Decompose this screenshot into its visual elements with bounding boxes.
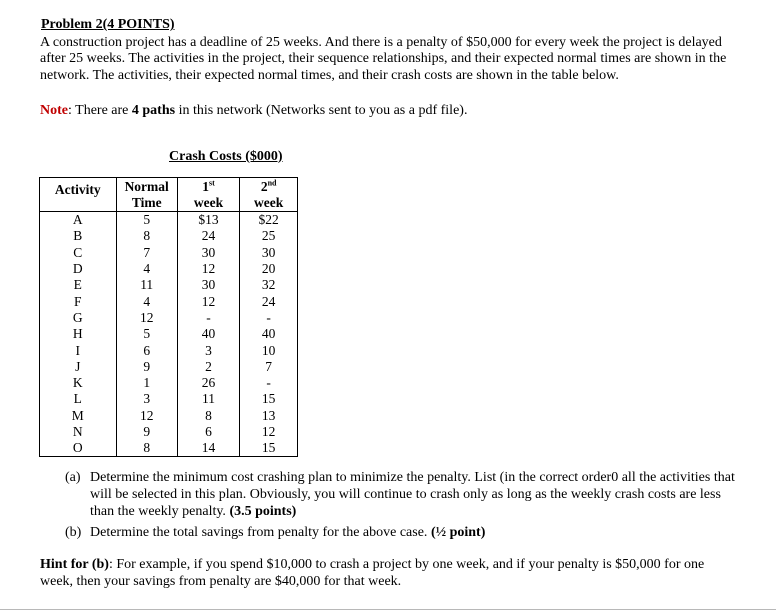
- cell-activity: D: [40, 261, 117, 277]
- header-week1-line2: week: [177, 195, 239, 212]
- note-label: Note: [40, 103, 68, 118]
- cell-normal-time: 12: [116, 408, 177, 424]
- table-row: [40, 277, 298, 293]
- hint-label: Hint for (b): [40, 557, 109, 572]
- cell-week1-cost: 24: [177, 228, 239, 244]
- table-row: [40, 359, 298, 375]
- question-b-points: (½ point): [430, 525, 486, 540]
- cell-activity: N: [40, 424, 117, 440]
- table-row: [40, 391, 298, 407]
- crash-costs-caption: Crash Costs ($000): [169, 149, 283, 164]
- header-normal-line2: Time: [116, 195, 177, 212]
- table-row: [40, 440, 298, 457]
- cell-week2-cost: 24: [240, 293, 298, 309]
- cell-normal-time: 8: [116, 228, 177, 244]
- problem-intro: A construction project has a deadline of 25 weeks. And there is a penalty of $50,000 for every week the project is delayed after 25 weeks. The activities in the project, their sequence relationships, and their expected normal times are shown in the network. The activities, their expected normal times, and their crash costs are shown in the table below.: [40, 35, 727, 83]
- cell-activity: C: [40, 245, 117, 261]
- cell-week1-cost: 14: [177, 440, 239, 457]
- cell-activity: E: [40, 277, 117, 293]
- cell-week2-cost: 20: [240, 261, 298, 277]
- cell-week1-cost: 30: [177, 245, 239, 261]
- table-row: [40, 310, 298, 326]
- cell-normal-time: 4: [116, 261, 177, 277]
- table-row: [40, 245, 298, 261]
- question-a-number: (a): [65, 470, 81, 485]
- cell-week1-cost: 2: [177, 359, 239, 375]
- question-b-body: [90, 524, 485, 541]
- table-row: [40, 375, 298, 391]
- cell-normal-time: 9: [116, 359, 177, 375]
- table-row: [40, 293, 298, 309]
- cell-week2-cost: 30: [240, 245, 298, 261]
- cell-normal-time: 6: [116, 342, 177, 358]
- cell-normal-time: 12: [116, 310, 177, 326]
- table-row: [40, 342, 298, 358]
- cell-week1-cost: 11: [177, 391, 239, 407]
- cell-activity: H: [40, 326, 117, 342]
- cell-activity: J: [40, 359, 117, 375]
- cell-week1-cost: -: [177, 310, 239, 326]
- cell-week1-cost: 12: [177, 293, 239, 309]
- header-week1-num: 1: [202, 178, 210, 194]
- cell-week2-cost: 25: [240, 228, 298, 244]
- question-a: [65, 469, 745, 523]
- cell-week1-cost: $13: [177, 212, 239, 229]
- bottom-divider: [0, 609, 776, 610]
- cell-week2-cost: 40: [240, 326, 298, 342]
- note-line: [40, 103, 467, 119]
- header-week1-sup: st: [209, 178, 215, 187]
- note-text-after: in this network (Networks sent to you as a pdf file).: [175, 103, 468, 118]
- cell-normal-time: 8: [116, 440, 177, 457]
- cell-week2-cost: 32: [240, 277, 298, 293]
- cell-activity: L: [40, 391, 117, 407]
- cell-normal-time: 7: [116, 245, 177, 261]
- cell-week2-cost: 12: [240, 424, 298, 440]
- cell-week1-cost: 26: [177, 375, 239, 391]
- note-text-before: : There are: [68, 103, 132, 118]
- cell-week2-cost: 10: [240, 342, 298, 358]
- header-normal-line1: Normal: [116, 178, 177, 196]
- cell-week1-cost: 3: [177, 342, 239, 358]
- cell-week2-cost: -: [240, 375, 298, 391]
- question-a-text: Determine the minimum cost crashing plan to minimize the penalty. List (in the correct order0 all the activities that will be selected in this plan. Obviously, you will continue to crash only as long as the weekly crash costs are less than the weekly penalty.: [90, 470, 735, 519]
- table-row: [40, 261, 298, 277]
- header-week2-sup: nd: [267, 178, 277, 187]
- cell-normal-time: 9: [116, 424, 177, 440]
- cell-normal-time: 11: [116, 277, 177, 293]
- header-week1-line1: [177, 178, 239, 196]
- question-a-body: [90, 469, 740, 520]
- table-row: [40, 408, 298, 424]
- cell-activity: I: [40, 342, 117, 358]
- header-week2-line1: [240, 178, 298, 196]
- crash-cost-table: [39, 177, 298, 457]
- note-bold: 4 paths: [131, 103, 176, 118]
- table-row: [40, 228, 298, 244]
- cell-week2-cost: -: [240, 310, 298, 326]
- cell-week1-cost: 30: [177, 277, 239, 293]
- question-a-points: (3.5 points): [229, 504, 297, 519]
- cell-normal-time: 3: [116, 391, 177, 407]
- cell-week1-cost: 6: [177, 424, 239, 440]
- question-b-number: (b): [65, 525, 82, 540]
- header-week2-num: 2: [260, 178, 268, 194]
- table-row: [40, 212, 298, 229]
- header-week2-line2: week: [240, 195, 298, 212]
- cell-activity: F: [40, 293, 117, 309]
- cell-week2-cost: 7: [240, 359, 298, 375]
- table-header-row-1: [40, 178, 298, 196]
- question-b: [65, 524, 745, 542]
- problem-title: Problem 2(4 POINTS): [41, 17, 175, 32]
- cell-week1-cost: 12: [177, 261, 239, 277]
- question-b-text: Determine the total savings from penalty for the above case.: [90, 525, 428, 540]
- cell-normal-time: 5: [116, 326, 177, 342]
- cell-week2-cost: $22: [240, 212, 298, 229]
- cell-activity: O: [40, 440, 117, 457]
- cell-week1-cost: 40: [177, 326, 239, 342]
- table-row: [40, 326, 298, 342]
- cell-week2-cost: 13: [240, 408, 298, 424]
- hint-paragraph: [40, 556, 740, 590]
- cell-normal-time: 4: [116, 293, 177, 309]
- cell-normal-time: 5: [116, 212, 177, 229]
- cell-normal-time: 1: [116, 375, 177, 391]
- cell-activity: M: [40, 408, 117, 424]
- cell-week2-cost: 15: [240, 440, 298, 457]
- cell-activity: G: [40, 310, 117, 326]
- table-body: [40, 212, 298, 457]
- cell-week2-cost: 15: [240, 391, 298, 407]
- cell-week1-cost: 8: [177, 408, 239, 424]
- cell-activity: B: [40, 228, 117, 244]
- table-row: [40, 424, 298, 440]
- cell-activity: A: [40, 212, 117, 229]
- hint-text: : For example, if you spend $10,000 to crash a project by one week, and if your penalty is $50,000 for one week, then your savings from penalty are $40,000 for that week.: [40, 557, 705, 589]
- header-activity: Activity: [40, 178, 117, 212]
- cell-activity: K: [40, 375, 117, 391]
